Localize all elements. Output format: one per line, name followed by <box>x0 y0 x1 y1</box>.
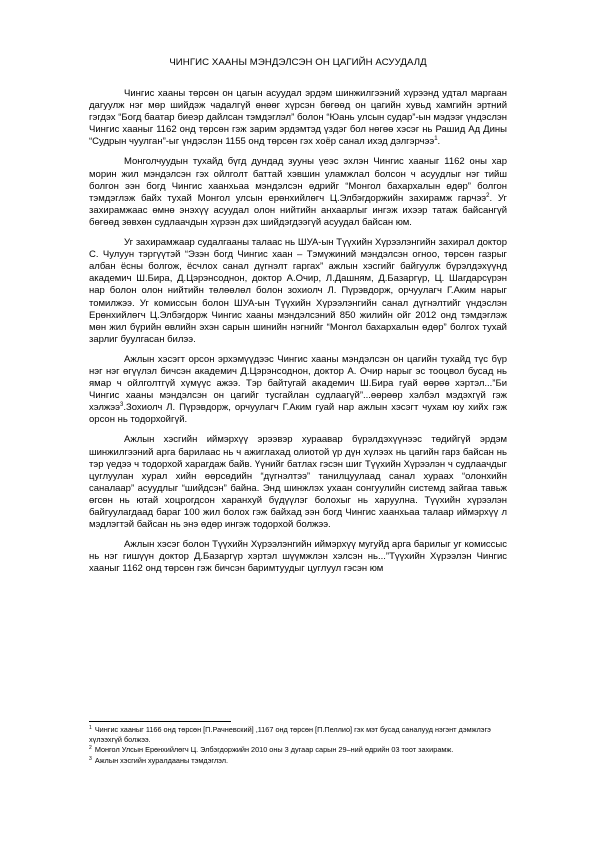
paragraph-text: Чингис хааны төрсөн он цагын асуудал эрдэм шинжилгээний хүрээнд удтал маргаан дагуулж нэг мөр шийдэж чадалгүй өнөөг хүрсэн бөгөөд он цагийн хувьд хамгийн эртний гэгдэх “Богд баатар биеэр дайлсан тэмдэглэл” болон “Юань улсын судар”-ын мэдээг үндэслэн Чингис хааныг 1162 онд төрсөн гэж зарим эрдэмтэд үздэг бол нөгөө хэсэг нь Рашид Ад Дины “Судрын чуулган”-ыг үндэслэн 1155 онд төрсөн гэх хоёр санал ихэд дэлгэрчээ <box>89 88 507 148</box>
document-title: ЧИНГИС ХААНЫ МЭНДЭЛСЭН ОН ЦАГИЙН АСУУДАЛД <box>169 57 427 68</box>
footnote-reference: 1 <box>434 136 438 143</box>
footnote-reference: 2 <box>486 192 490 199</box>
paragraph-text: Ажлын хэсгийн иймэрхүү эрээвэр хураавар бүрэлдэхүүнээс төдийгүй эрдэм шинжилгээний арга барилаас нь ч ажиглахад олиотой үр дүн хүлээх нь цагийн гарз байсан нь тэр үедээ ч тодорхой харагдаж байв. Үүнийг батлах гэсэн шиг Түүхийн Хүрээлэн ч судлаачдыг цуглуулан хурал хийн өөрсөдийн “дүгнэлтээ” танилцуулаад санал хураах “олонхийн саналаар” асуудлыг “шийдсэн” байна. Энд шинжлэх ухаан сонгуулийн системд зайгаа тавьж өгсөн нь ютай хоцрогдсон харанхуй бүдүүлэг болохыг нь харуулна. Түүхийн хүрээлэн байгуулагдаад бараг 100 жил болох гэж байхад ээн богд Чингис хаанхьаа талаар иймэрхүү л мэдлэгтэй байсан нь энэ өдөр ингэж тодорхой болжээ. <box>89 434 507 531</box>
paragraph-text: Ажлын хэсэгт орсон эрхэмүүдээс Чингис хааны мэндэлсэн он цагийн тухайд түс бүр нэг нэг өгүүлэл бичсэн академич Д.Цэрэнсоднон, доктор А. Очир нарыг эс тооцвол бусад нь ямар ч ойлголтгүй хүмүүс ажээ. Тэр байтугай академич Ш.Бира гуай өөрөө хэртэл...”Би Чингис хааны мэндэлсэн он цагийг тусгайлан судлаагүй”...өөрөөр хэлбэл мэдэхгүй гэж хэлжээ <box>89 353 507 414</box>
footnote <box>89 745 507 755</box>
footnote-text: Монгол Улсын Ерөнхийлөгч Ц. Элбэгдоржийн 2010 оны 3 дугаар сарын 29–ний өдрийн 03 тоот захирамж. <box>94 745 454 755</box>
paragraph <box>89 237 507 346</box>
footnote <box>89 725 507 744</box>
paragraph <box>89 539 507 575</box>
footnote-mark: 3 <box>89 755 92 762</box>
paragraph <box>89 354 507 427</box>
footnote-mark: 2 <box>89 744 92 751</box>
paragraph-text: Монголчуудын тухайд бүгд дундад зууны үеэс эхлэн Чингис хааныг 1162 оны хар морин жил мэндэлсэн гэх ойлголт баттай хэвшин уламжлал болсон ч асуудлыг нэг тийш болгон ээн богд Чингис хаанхьаа мэндэлсэн өдрийг “Монгол бахархалын өдөр” болгон тэмдэглэж байх тухай Монгол улсын ерөнхийлөгч Ц.Элбэгдоржийн захирамж гарчээ <box>89 156 507 204</box>
paragraph <box>89 434 507 531</box>
paragraph-text: . Уг захирамжаас өмнө энэхүү асуудал олон нийтийн анхаарлыг ингэж ихээр татаж байсангүй бөгөөд зөвхөн судлаачдын хүрээн дэх шийдэгдээгүй асуудал байсан юм. <box>89 192 507 228</box>
footnote-text: Чингис хааныг 1166 онд төрсөн [П.Рачневский] ,1167 онд төрсөн [П.Пеллио] гэх мэт бусад саналууд нэгэнт дэмжлэгэ хүлээхгүй болжээ. <box>89 725 491 744</box>
footnote-text: Ажлын хэсгийн хуралдааны тэмдэглэл. <box>94 756 229 766</box>
footnote-reference: 3 <box>119 402 124 409</box>
document-body <box>89 88 507 583</box>
paragraph <box>89 88 507 148</box>
footnotes <box>89 725 507 767</box>
footnote-mark: 1 <box>89 724 92 731</box>
paragraph <box>89 156 507 229</box>
paragraph-text: . <box>437 136 441 148</box>
paragraph-text: Ажлын хэсэг болон Түүхийн Хүрээлэнгийн иймэрхүү мугуйд арга барилыг уг комиссыс нь нэг гишүүн доктор Д.Базаргүр хэртэл шүүмжлэн хэлсэн нь...”Түүхийн Хүрээлэн Чингис хааныг 1162 онд төрсөн гэж бичсэн баримтуудыг цуглуул гэсэн юм <box>89 539 507 575</box>
paragraph-text: .Зохиолч Л. Пүрэвдорж, орчуулагч Г.Аким гуай нар ажлын хэсэгт чухам юу хийх гэж орсон нь тодорхойгүй. <box>89 402 507 426</box>
footnote <box>89 756 507 766</box>
footnote-divider <box>89 721 231 722</box>
paragraph-text: Уг захирамжаар судалгааны талаас нь ШУА-ын Түүхийн Хүрээлэнгийн захирал доктор С. Чулуун тэргүүтэй “Эзэн богд Чингис хаан – Тэмүжиний мэндэлсэн огноо, төрсөн газрыг албан ёсны болгож, ёсчлох санал дүгнэлт гаргах” ажлын хэсгийг байгуулж бүрэлдэхүүнд академич Ш.Бира, Д.Цэрэнсоднон, доктор А.Очир, Л.Дашням, Д.Базаргүр, Ц. Шагдарсүрэн нар болон олон нийтийн төлөөлөл болон зохиолч Л. Пүрэвдорж, орчуулагч Г.Аким нарыг томилжээ. Уг комиссын болон ШУА-ын Түүхийн Хүрээлэнгийн санал дүгнэлтийг үндэслэн Ерөнхийлөгч Ц.Элбэгдорж Чингис хааны мэндэлсэний 850 жилийн ойг 2012 онд тэмдэглэж мөн жил бүрийн өвлийн эхэн сарын шинийн нэгнийг “Монгол бахархалын өдөр” болгох тухай зарлиг буулгасан билээ. <box>89 237 507 345</box>
